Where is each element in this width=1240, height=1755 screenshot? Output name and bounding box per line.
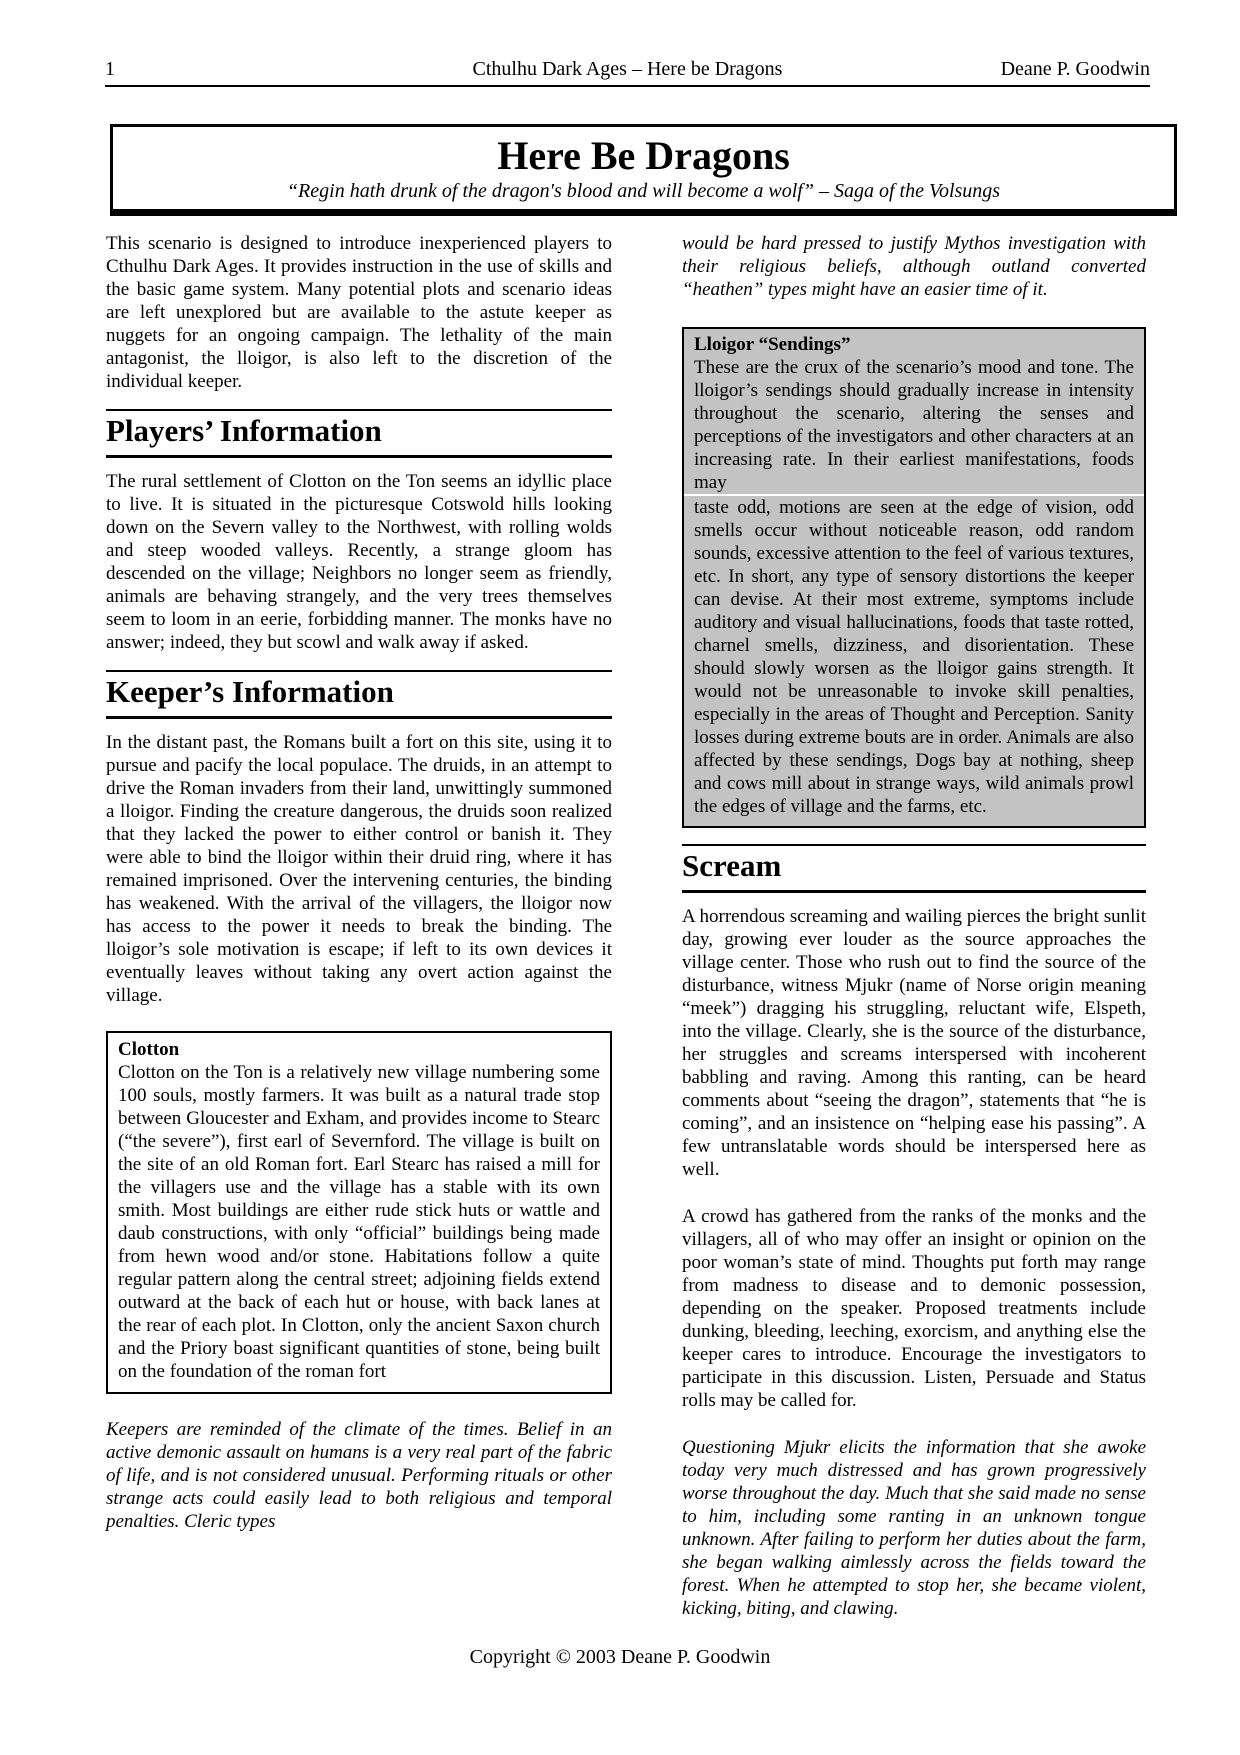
scream-heading: Scream — [682, 844, 1146, 893]
clotton-box-text: Clotton on the Ton is a relatively new village numbering some 100 souls, mostly farmers. It was built as a natural trade stop between Gloucester and Exham, and provides income to Stearc (“the severe”), first earl of Severnford. The village is built on the site of an old Roman fort. Earl Stearc has raised a mill for the villagers use and the village has a stable with its own smith. Most buildings are either rude stick huts or wattle and daub constructions, with only “official” buildings being made from hewn wood and/or stone. Habitations follow a quite regular pattern along the central street; adjoining fields extend outward at the back of each hut or house, with back lanes at the rear of each plot. In Clotton, only the ancient Saxon church and the Priory boast significant quantities of stone, being built on the foundation of the roman fort — [118, 1062, 600, 1382]
keepers-information-text: In the distant past, the Romans built a fort on this site, using it to pursue and pacify the local populace. The druids, in an attempt to drive the Roman invaders from their land, unwittingly summoned a lloigor. Finding the creature dangerous, the druids soon realized that they lacked the power to either control or banish it. They were able to bind the lloigor within their druid ring, where it has remained imprisoned. Over the intervening centuries, the binding has weakened. With the arrival of the villagers, the lloigor now has access to the power it needs to break the binding. The lloigor’s sole motivation is escape; if left to its own devices it eventually leaves without taking any overt action against the village. — [106, 732, 612, 1006]
keepers-information-heading: Keeper’s Information — [106, 670, 612, 719]
running-title: Cthulhu Dark Ages – Here be Dragons — [472, 58, 783, 80]
sendings-box-text-part1: These are the crux of the scenario’s mood and tone. The lloigor’s sendings should gradually increase in intensity throughout the scenario, altering the senses and perceptions of the investigators and other characters at an increasing rate. In their earliest manifestations, foods may — [694, 357, 1134, 493]
clotton-sidebar-box — [106, 1031, 612, 1394]
footer-copyright: Copyright © 2003 Deane P. Goodwin — [469, 1646, 771, 1668]
running-header — [105, 56, 1150, 87]
players-information-text: The rural settlement of Clotton on the Ton seems an idyllic place to live. It is situated in the picturesque Cotswold hills looking down on the Severn valley to the Northwest, with rolling wolds and steep wooded valleys. Recently, a strange gloom has descended on the village; Neighbors no longer seem as friendly, animals are behaving strangely, and the very trees themselves seem to loom in an eerie, forbidding manner. The monks have no answer; indeed, they but scowl and walk away if asked. — [106, 471, 612, 653]
lloigor-sendings-sidebar-box — [682, 327, 1146, 828]
right-column — [682, 232, 1146, 1620]
sendings-box-title: Lloigor “Sendings” — [694, 334, 851, 355]
sendings-box-lower — [684, 496, 1144, 826]
page-number: 1 — [105, 58, 115, 80]
clotton-box-title: Clotton — [118, 1039, 180, 1060]
document-subtitle: “Regin hath drunk of the dragon's blood and will become a wolf” – Saga of the Volsungs — [286, 180, 1001, 202]
intro-paragraph: This scenario is designed to introduce inexperienced players to Cthulhu Dark Ages. It provides instruction in the use of skills and the basic game system. Many potential plots and scenario ideas are left unexplored but are available to the astute keeper as nuggets for an ongoing campaign. The lethality of the main antagonist, the lloigor, is also left to the discretion of the individual keeper. — [106, 233, 612, 392]
two-column-body — [106, 232, 1146, 1620]
keeper-note-continuation: would be hard pressed to justify Mythos investigation with their religious beliefs, although outland converted “heathen” types might have an easier time of it. — [682, 233, 1146, 300]
running-author: Deane P. Goodwin — [1000, 58, 1150, 80]
left-column — [106, 232, 612, 1620]
document-title: Here Be Dragons — [497, 133, 790, 178]
sendings-box-upper — [684, 329, 1144, 494]
players-information-heading: Players’ Information — [106, 409, 612, 458]
scream-note-italic: Questioning Mjukr elicits the information that she awoke today very much distressed and has grown progressively worse throughout the day. Much that she said made no sense to him, including some ranting in an unknown tongue unknown. After failing to perform her duties about the farm, she began walking aimlessly across the fields toward the forest. When he attempted to stop her, she became violent, kicking, biting, and clawing. — [682, 1437, 1146, 1619]
scream-paragraph-1: A horrendous screaming and wailing pierces the bright sunlit day, growing ever louder as the source approaches the village center. Those who rush out to find the source of the disturbance, witness Mjukr (name of Norse origin meaning “meek”) dragging his struggling, reluctant wife, Elspeth, into the village. Clearly, she is the source of the disturbance, her struggles and screams interspersed with incoherent babbling and raving. Among this ranting, can be heard comments about “seeing the dragon”, statements that “he is coming”, and an insistence on “helping ease his passing”. A few untranslatable words should be interspersed here as well. — [682, 906, 1146, 1180]
scream-paragraph-2: A crowd has gathered from the ranks of the monks and the villagers, all of who may offer an insight or opinion on the poor woman’s state of mind. Thoughts put forth may range from madness to disease and to demonic possession, depending on the speaker. Proposed treatments include dunking, bleeding, leeching, exorcism, and anything else the keeper cares to introduce. Encourage the investigators to participate in this discussion. Listen, Persuade and Status rolls may be called for. — [682, 1206, 1146, 1411]
title-box — [110, 124, 1177, 216]
sendings-box-text-part2: taste odd, motions are seen at the edge of vision, odd smells occur without noticeable reason, odd random sounds, excessive attention to the feel of various textures, etc. In short, any type of sensory distortions the keeper can devise. At their most extreme, symptoms include auditory and visual hallucinations, foods that taste rotted, charnel smells, dizziness, and disorientation. These should slowly worsen as the lloigor gains strength. It would not be unreasonable to invoke skill penalties, especially in the areas of Thought and Perception. Sanity losses during extreme bouts are in order. Animals are also affected by these sendings, Dogs bay at nothing, sheep and cows mill about in strange ways, wild animals prowl the edges of village and the farms, etc. — [694, 497, 1134, 817]
keeper-note-italic: Keepers are reminded of the climate of the times. Belief in an active demonic assault on humans is a very real part of the fabric of life, and is not considered unusual. Performing rituals or other strange acts could easily lead to both religious and temporal penalties. Cleric types — [106, 1419, 612, 1532]
